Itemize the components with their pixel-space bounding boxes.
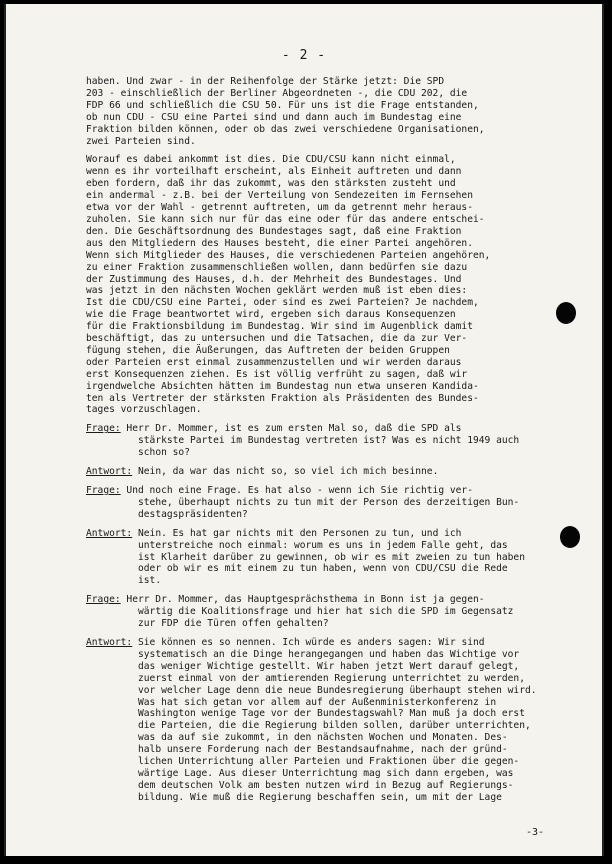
- text-line: eben fordern, daß ihr das zukommt, was den stärksten zusteht und: [86, 178, 456, 190]
- text-line: zwei Parteien sind.: [86, 135, 196, 147]
- text-line: Herr Dr. Mommer, das Hauptgesprächsthema in Bonn ist ja gegen-: [120, 594, 485, 606]
- text-line: lichen Unterrichtung aller Parteien und Fraktionen über die gegen-: [138, 756, 520, 768]
- text-line: ist.: [138, 575, 162, 587]
- text-line: aus den Mitgliedern des Hauses besteht, die einer Partei angehören.: [86, 237, 473, 249]
- text-line: was da auf sie zukommt, in den nächsten Wochen und Monaten. Des-: [138, 732, 508, 744]
- text-line: bildung. Wie muß die Regierung beschaffen sein, um mit der Lage: [138, 791, 502, 803]
- text-line: Ist die CDU/CSU eine Partei, oder sind es zwei Parteien? Je nachdem,: [86, 297, 479, 309]
- text-line: stehe, überhaupt nichts zu tun mit der Person des derzeitigen Bun-: [138, 496, 520, 508]
- text-line: zuerst einmal von der amtierenden Regierung unterrichtet zu werden,: [138, 672, 525, 684]
- question-block: [86, 423, 586, 459]
- answer-block: [86, 466, 586, 478]
- text-line: etwa vor der Wahl - getrennt auftreten, um da getrennt mehr heraus-: [86, 202, 473, 214]
- answer-label: Antwort:: [86, 527, 133, 539]
- text-line: destagspräsidenten?: [138, 508, 248, 520]
- question-label: Frage:: [86, 423, 121, 435]
- text-line: oder Parteien erst einmal zusammenzustellen und wir werden daraus: [86, 356, 462, 368]
- answer-block: [86, 637, 586, 804]
- text-line: ein andermal - z.B. bei der Verteilung von Sendezeiten im Fernsehen: [86, 190, 473, 202]
- text-line: zu einer Fraktion zusammenschließen wollen, dann bedürfen sie dazu: [86, 261, 468, 273]
- text-line: wie die Frage beantwortet wird, ergeben sich daraus Konsequenzen: [86, 309, 456, 321]
- text-line: fügung stehen, die Äußerungen, das Auftreten der beiden Gruppen: [86, 344, 450, 356]
- text-line: was jetzt in den nächsten Wochen geklärt werden muß ist eben dies:: [86, 285, 468, 297]
- text-line: den. Die Geschäftsordnung des Bundestages sagt, daß eine Fraktion: [86, 225, 462, 237]
- text-line: Fraktion bilden können, oder ob das zwei verschiedene Organisationen,: [86, 123, 485, 135]
- text-line: Worauf es dabei ankommt ist dies. Die CDU/CSU kann nicht einmal,: [86, 154, 456, 166]
- text-line: ten als Vertreter der stärksten Fraktion als Präsidenten des Bundes-: [86, 392, 479, 404]
- paragraph: [86, 76, 586, 147]
- text-line: Was hat sich getan vor allem auf der Außenministerkonferenz in: [138, 696, 497, 708]
- text-line: oder ob wir es mit einem zu tun haben, wenn von CDU/CSU die Rede: [138, 563, 508, 575]
- text-line: 203 - einschließlich der Berliner Abgeordneten -, die CDU 202, die: [86, 87, 468, 99]
- text-line: Nein. Es hat gar nichts mit den Personen zu tun, und ich: [132, 527, 462, 539]
- page-number: - 2 -: [281, 48, 327, 63]
- question-block: [86, 485, 586, 521]
- text-line: schon so?: [138, 447, 190, 459]
- text-line: unterstreiche noch einmal: worum es uns in jedem Falle geht, das: [138, 539, 508, 551]
- text-line: stärkste Partei im Bundestag vertreten ist? Was es nicht 1949 auch: [138, 435, 520, 447]
- answer-label: Antwort:: [86, 466, 133, 478]
- text-line: wärtige Lage. Aus dieser Unterrichtung mag sich dann ergeben, was: [138, 767, 514, 779]
- paragraph: [86, 154, 586, 416]
- text-line: Wenn sich Mitglieder des Hauses, die verschiedenen Parteien angehören,: [86, 249, 491, 261]
- text-line: wärtig die Koalitionsfrage und hier hat sich die SPD im Gegensatz: [138, 606, 514, 618]
- text-line: zuholen. Sie kann sich nur für das eine oder für das andere entschei-: [86, 213, 485, 225]
- qa-first-line: [86, 423, 586, 435]
- text-line: dem deutschen Volk am besten nutzen wird in Bezug auf Regierungs-: [138, 779, 514, 791]
- text-line: Nein, da war das nicht so, so viel ich mich besinne.: [132, 466, 439, 478]
- text-line: haben. Und zwar - in der Reihenfolge der Stärke jetzt: Die SPD: [86, 76, 445, 87]
- text-line: der Zustimmung des Hauses, d.h. der Mehrheit des Bundestages. Und: [86, 273, 462, 285]
- text-line: wenn es ihr vorteilhaft erscheint, als Einheit auftreten und dann: [86, 166, 462, 178]
- text-line: die Parteien, die die Regierung bilden sollen, darüber unterrichten,: [138, 720, 531, 732]
- text-line: Washington wenige Tage vor der Bundestagswahl? Man muß ja doch erst: [138, 708, 525, 720]
- question-label: Frage:: [86, 594, 121, 606]
- text-line: erst Konsequenzen ziehen. Es ist völlig verfrüht zu sagen, daß wir: [86, 368, 468, 380]
- text-line: für die Fraktionsbildung im Bundestag. Wir sind im Augenblick damit: [86, 321, 473, 333]
- text-line: FDP 66 und schließlich die CSU 50. Für uns ist die Frage entstanden,: [86, 99, 479, 111]
- qa-first-line: [86, 594, 586, 606]
- document-page: [4, 4, 604, 856]
- text-line: Und noch eine Frage. Es hat also - wenn ich Sie richtig ver-: [120, 485, 473, 496]
- qa-first-line: [86, 637, 586, 649]
- text-line: beschäftigt, das zu untersuchen und die Tatsachen, die da zur Ver-: [86, 333, 468, 345]
- qa-first-line: [86, 528, 586, 540]
- text-line: systematisch an die Dinge herangegangen und haben das Wichtige vor: [138, 648, 520, 660]
- question-block: [86, 594, 586, 630]
- text-line: Sie können es so nennen. Ich würde es anders sagen: Wir sind: [132, 636, 485, 648]
- text-line: halb unsere Forderung nach der Bestandsaufnahme, nach der gründ-: [138, 744, 508, 756]
- answer-label: Antwort:: [86, 636, 133, 648]
- qa-first-line: [86, 466, 586, 478]
- text-line: das weniger Wichtige gestellt. Wir haben jetzt Wert darauf gelegt,: [138, 660, 520, 672]
- qa-first-line: [86, 485, 586, 497]
- text-line: tages vorzuschlagen.: [86, 404, 202, 416]
- text-line: ob nun CDU - CSU eine Partei sind und dann auch im Bundestag eine: [86, 111, 462, 123]
- question-label: Frage:: [86, 485, 121, 496]
- text-line: irgendwelche Absichten hätten im Bundestag nun etwa unseren Kandida-: [86, 380, 479, 392]
- text-line: vor welcher Lage denn die neue Bundesregierung überhaupt stehen wird.: [138, 684, 537, 696]
- document-body: [86, 76, 586, 811]
- next-page-marker: -3-: [525, 827, 544, 838]
- text-line: ist Klarheit darüber zu gewinnen, ob wir es mit zweien zu tun haben: [138, 551, 525, 563]
- text-line: Herr Dr. Mommer, ist es zum ersten Mal so, daß die SPD als: [120, 423, 462, 435]
- answer-block: [86, 528, 586, 588]
- text-line: zur FDP die Türen offen gehalten?: [138, 618, 329, 630]
